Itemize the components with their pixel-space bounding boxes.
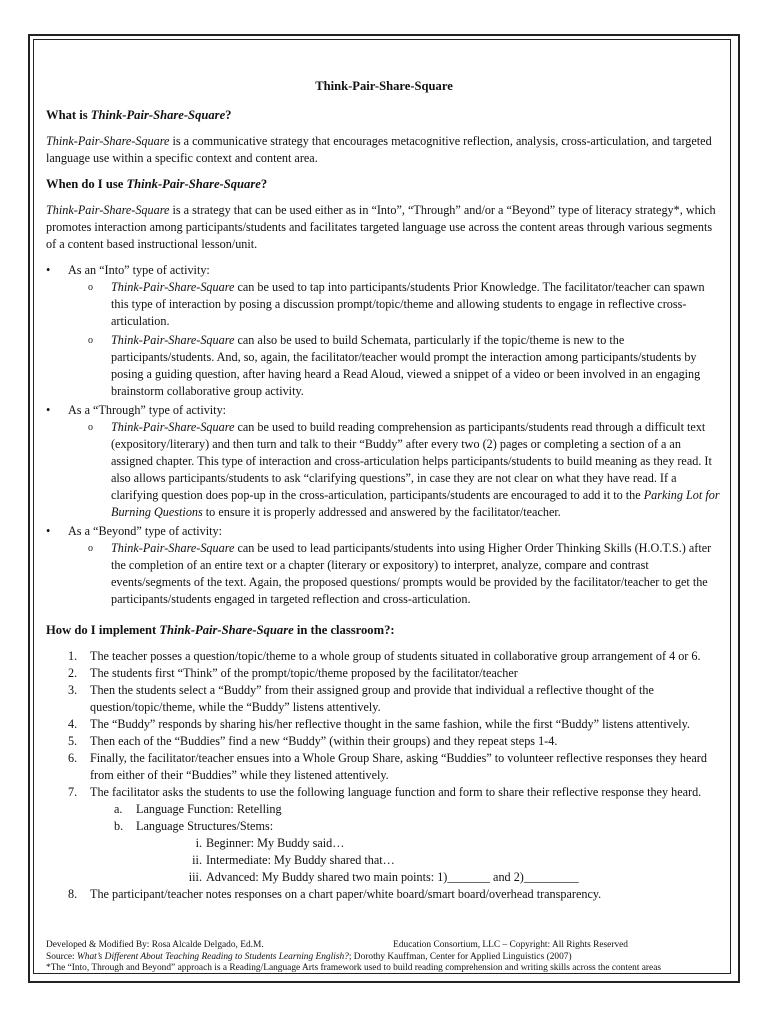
document-footer — [46, 940, 722, 975]
sub-item: o Think-Pair-Share-Square can be used to lead participants/students into using Higher Order Thinking Skills (H.O.T.S.) after the completion of an entire text or a chapter (literary or expository) to interpret, analyze, compare and contrast events/segments of the text. Again, the proposed questions/ prompts would be provided by the facilitator/teacher to get the participants/students engaged in targeted reflection and cross-articulation. — [88, 541, 712, 606]
bullet-icon: • — [46, 403, 51, 417]
bullet-through: • As a “Through” type of activity: o Think-Pair-Share-Square can be used to build reading comprehension as participants/students read through a difficult text (expository/literary) and then turn and talk to their “Buddy” after every two (2) pages or completing a section of a an assigned chapter. This type of interaction and cross-articulation helps participants/students to build meaning as they read. It also allows participants/students to ask “clarifying questions”, in case they are not clear on what they have read. If a clarifying question does pop-up in the cross-articulation, participants/students are encouraged to add it to the Parking Lot for Burning Questions to ensure it is properly addressed and answered by the facilitator/teacher. — [46, 402, 722, 521]
footer-developed-by: Developed & Modified By: Rosa Alcalde Delgado, Ed.M. — [46, 940, 264, 950]
step-item: 8. The participant/teacher notes responses on a chart paper/white board/smart board/overhead transparency. — [68, 887, 602, 901]
stem-item: i. Beginner: My Buddy said… — [195, 836, 345, 850]
document-title: Think-Pair-Share-Square — [315, 79, 453, 93]
sub-step: a. Language Function: Retelling — [114, 802, 282, 816]
step-item: 5. Then each of the “Buddies” find a new “Buddy” (within their groups) and they repeat steps 1-4. — [68, 734, 558, 748]
heading-what-is: What is Think-Pair-Share-Square? — [46, 108, 232, 122]
stem-item: iii. Advanced: My Buddy shared two main points: 1)_______ and 2)_________ — [188, 870, 579, 884]
step-7-sublist — [90, 801, 722, 886]
step-item: 4. The “Buddy” responds by sharing his/her reflective thought in the same fashion, while the first “Buddy” listens attentively. — [68, 717, 690, 731]
step-item: 7. The facilitator asks the students to use the following language function and form to share their reflective response they heard. a. Language Function: Retelling b. Language Structures/Stems: i. Beginner: My Buddy said… ii. Intermediate: My Buddy shared that… iii. Advanced: My Buddy shared two main points: 1)_______ and 2)_________ — [68, 784, 722, 886]
footer-copyright: Education Consortium, LLC – Copyright: All Rights Reserved — [393, 940, 628, 950]
activity-type-list — [46, 262, 722, 608]
footer-credits — [46, 940, 722, 952]
step-item: 3. Then the students select a “Buddy” from their assigned group and provide that individual a reflective thought of the question/topic/theme, while the “Buddy” listens attentively. — [68, 683, 654, 714]
circle-bullet-icon: o — [88, 422, 93, 433]
footer-source: Source: What’s Different About Teaching Reading to Students Learning English?; Dorothy Kauffman, Center for Applied Linguistics (2007) — [46, 951, 572, 962]
bullet-beyond: • As a “Beyond” type of activity: o Think-Pair-Share-Square can be used to lead participants/students into using Higher Order Thinking Skills (H.O.T.S.) after the completion of an entire text or a chapter (literary or expository) to interpret, analyze, compare and contrast events/segments of the text. Again, the proposed questions/ prompts would be provided by the facilitator/teacher to get the participants/students engaged in targeted reflection and cross-articulation. — [46, 523, 722, 608]
step-item: 1. The teacher posses a question/topic/theme to a whole group of students situated in collaborative group arrangement of 4 or 6. — [68, 649, 701, 663]
circle-bullet-icon: o — [88, 282, 93, 293]
heading-when-to-use: When do I use Think-Pair-Share-Square? — [46, 177, 268, 191]
circle-bullet-icon: o — [88, 335, 93, 346]
bullet-icon: • — [46, 524, 51, 538]
language-stems — [136, 835, 722, 886]
step-item: 2. The students first “Think” of the prompt/topic/theme proposed by the facilitator/teacher — [68, 666, 518, 680]
sub-item: o Think-Pair-Share-Square can also be used to build Schemata, particularly if the topic/theme is new to the participants/students. And, so, again, the facilitator/teacher would prompt the interaction among participants/students by posing a guiding question, after having heard a Read Aloud, viewed a snippet of a video or been involved in an engaging brainstorm collaborative group activity. — [88, 333, 701, 398]
bullet-icon: • — [46, 263, 51, 277]
sub-item: o Think-Pair-Share-Square can be used to tap into participants/students Prior Knowledge. The facilitator/teacher can spawn this type of interaction by posing a discussion prompt/topic/theme and allowing students to engage in reflective cross-articulation. — [88, 280, 705, 328]
sub-item: o Think-Pair-Share-Square can be used to build reading comprehension as participants/students read through a difficult text (expository/literary) and then turn and talk to their “Buddy” after every two (2) pages or completing a section of a an assigned chapter. This type of interaction and cross-articulation helps participants/students to build meaning as they read. It also allows participants/students to ask “clarifying questions”, in case they are not clear on what they have read. If a clarifying question does pop-up in the cross-articulation, participants/students are encouraged to add it to the Parking Lot for Burning Questions to ensure it is properly addressed and answered by the facilitator/teacher. — [88, 420, 720, 519]
bullet-into: • As an “Into” type of activity: o Think-Pair-Share-Square can be used to tap into participants/students Prior Knowledge. The facilitator/teacher can spawn this type of interaction by posing a discussion prompt/topic/theme and allowing students to engage in reflective cross-articulation. o Think-Pair-Share-Square can also be used to build Schemata, particularly if the topic/theme is new to the participants/students. And, so, again, the facilitator/teacher would prompt the interaction among participants/students by posing a guiding question, after having heard a Read Aloud, viewed a snippet of a video or been involved in an engaging brainstorm collaborative group activity. — [46, 262, 722, 400]
stem-item: ii. Intermediate: My Buddy shared that… — [192, 853, 395, 867]
implementation-steps — [46, 648, 722, 903]
sub-step: b. Language Structures/Stems: i. Beginner: My Buddy said… ii. Intermediate: My Buddy shared that… iii. Advanced: My Buddy shared two main points: 1)_______ and 2)_________ — [114, 818, 722, 886]
circle-bullet-icon: o — [88, 543, 93, 554]
step-item: 6. Finally, the facilitator/teacher ensues into a Whole Group Share, asking “Buddies” to volunteer reflective responses they heard from either of their “Buddies” while they listened attentively. — [68, 751, 707, 782]
footer-note: *The “Into, Through and Beyond” approach is a Reading/Language Arts framework used to build reading comprehension and writing skills across the content areas — [46, 963, 662, 973]
paragraph-usage: Think-Pair-Share-Square is a strategy that can be used either as in “Into”, “Through” and/or a “Beyond” type of literacy strategy*, which promotes interaction among participants/students and facilitates targeted language use across the content areas through various segments of a content based instructional lesson/unit. — [46, 203, 716, 251]
document-body — [46, 74, 722, 903]
paragraph-definition: Think-Pair-Share-Square is a communicative strategy that encourages metacognitive reflection, analysis, cross-articulation, and targeted language use within a specific context and content area. — [46, 134, 712, 165]
heading-how-to-implement: How do I implement Think-Pair-Share-Square in the classroom?: — [46, 623, 395, 637]
